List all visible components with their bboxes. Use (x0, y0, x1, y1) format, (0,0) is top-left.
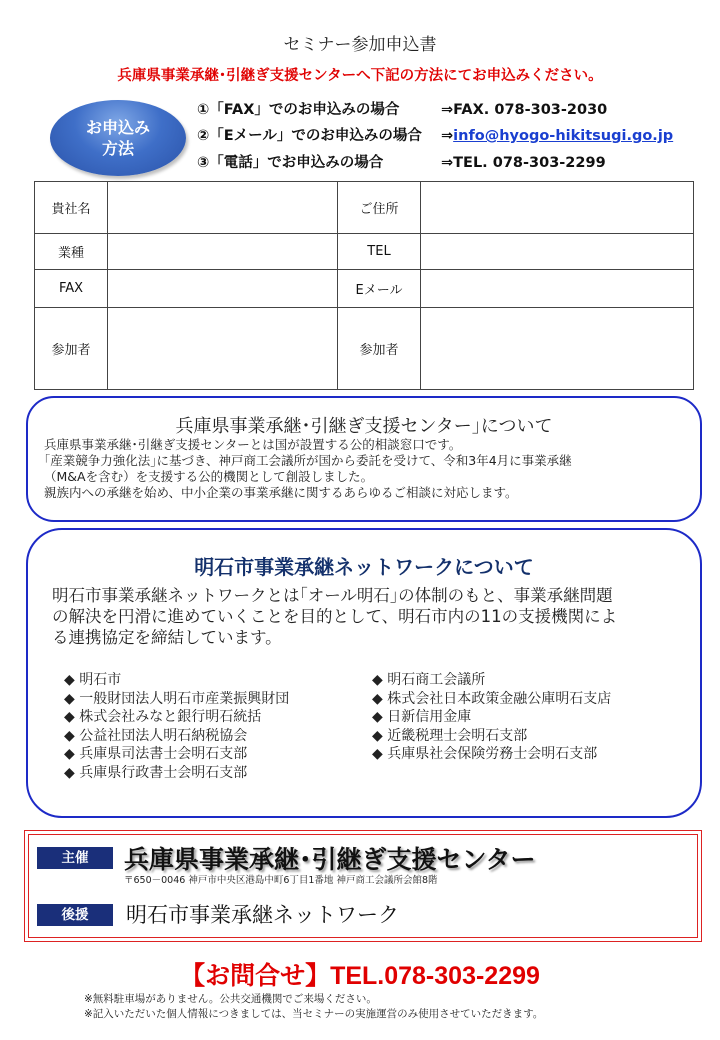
center-info-line: ｢産業競争力強化法｣に基づき、神戸商工会議所が国から委託を受けて、令和3年4月に事業承継 (44, 453, 572, 468)
address-label: ご住所 (338, 182, 421, 234)
fax-field[interactable] (108, 270, 338, 308)
method-phone-number: ⇒TEL. 078-303-2299 (441, 155, 606, 171)
member-org-item: ◆ 公益社団法人明石納税協会 (64, 727, 289, 746)
participant-label-2: 参加者 (338, 308, 421, 390)
member-org-item: ◆ 日新信用金庫 (372, 708, 611, 727)
member-orgs-left (64, 671, 289, 782)
support-label: 後援 (37, 904, 113, 926)
center-info-body (44, 437, 694, 501)
method-fax-label: ①「FAX」でのお申込みの場合 (197, 102, 400, 118)
support-name: 明石市事業承継ネットワーク (126, 903, 399, 927)
member-org-item: ◆ 一般財団法人明石市産業振興財団 (64, 690, 289, 709)
method-phone-label: ③「電話」でお申込みの場合 (197, 155, 384, 171)
network-info-body (52, 585, 682, 648)
member-org-item: ◆ 明石市 (64, 671, 289, 690)
application-instruction: 兵庫県事業承継･引継ぎ支援センターへ下記の方法にてお申込みください。 (117, 67, 603, 84)
member-org-item: ◆ 株式会社日本政策金融公庫明石支店 (372, 690, 611, 709)
method-fax-number: ⇒FAX. 078-303-2030 (441, 102, 608, 118)
badge-line-1: お申込み (85, 118, 150, 137)
host-label: 主催 (37, 847, 113, 869)
company-field[interactable] (108, 182, 338, 234)
network-info-line: の解決を円滑に進めていくことを目的として、明石市内の11の支援機関によ (52, 607, 618, 626)
application-form-table (34, 181, 694, 390)
method-phone-row (197, 151, 606, 172)
participant-field-2[interactable] (421, 308, 694, 390)
network-info-line: る連携協定を締結しています。 (52, 628, 282, 647)
member-org-item: ◆ 兵庫県行政書士会明石支部 (64, 764, 289, 783)
method-email-arrow: ⇒ (441, 128, 454, 144)
center-info-line: （M&Aを含む）を支援する公的機関として創設しました。 (44, 469, 374, 484)
participant-label-1: 参加者 (35, 308, 108, 390)
member-org-item: ◆ 近畿税理士会明石支部 (372, 727, 611, 746)
application-method-badge (50, 100, 186, 176)
email-label: Eメール (338, 270, 421, 308)
participant-field-1[interactable] (108, 308, 338, 390)
member-orgs-right (372, 671, 611, 764)
note-privacy: ※記入いただいた個人情報につきましては、当セミナーの実施運営のみ使用させていただきます。 (84, 1008, 544, 1020)
center-info-line: 親族内への承継を始め、中小企業の事業承継に関するあらゆるご相談に対応します。 (44, 485, 518, 500)
company-label: 貴社名 (35, 182, 108, 234)
member-org-item: ◆ 株式会社みなと銀行明石統括 (64, 708, 289, 727)
note-parking: ※無料駐車場がありません。公共交通機関でご来場ください。 (84, 993, 377, 1005)
tel-field[interactable] (421, 234, 694, 270)
email-link[interactable]: info@hyogo-hikitsugi.go.jp (453, 128, 674, 144)
network-info-line: 明石市事業承継ネットワークとは｢オール明石｣の体制のもと、事業承継問題 (52, 586, 613, 605)
email-field[interactable] (421, 270, 694, 308)
host-name: 兵庫県事業承継･引継ぎ支援センター (124, 845, 536, 874)
member-org-item: ◆ 明石商工会議所 (372, 671, 611, 690)
network-info-title: 明石市事業承継ネットワークについて (194, 555, 534, 579)
fax-label: FAX (35, 270, 108, 308)
tel-label: TEL (338, 234, 421, 270)
member-org-item: ◆ 兵庫県社会保険労務士会明石支部 (372, 745, 611, 764)
industry-field[interactable] (108, 234, 338, 270)
address-field[interactable] (421, 182, 694, 234)
badge-line-2: 方法 (101, 139, 134, 158)
center-info-title: 兵庫県事業承継･引継ぎ支援センター｣について (175, 416, 553, 437)
method-email-row (197, 124, 673, 145)
method-email-label: ②「Eメール」でのお申込みの場合 (197, 128, 422, 144)
host-address: 〒650－0046 神戸市中央区港島中町6丁目1番地 神戸商工会議所会館8階 (124, 875, 438, 886)
contact-phone: 【お問合せ】TEL.078-303-2299 (180, 962, 540, 990)
center-info-line: 兵庫県事業承継･引継ぎ支援センターとは国が設置する公的相談窓口です。 (44, 437, 462, 452)
method-fax-row (197, 98, 607, 119)
document-title: セミナー参加申込書 (283, 35, 437, 55)
member-org-item: ◆ 兵庫県司法書士会明石支部 (64, 745, 289, 764)
industry-label: 業種 (35, 234, 108, 270)
